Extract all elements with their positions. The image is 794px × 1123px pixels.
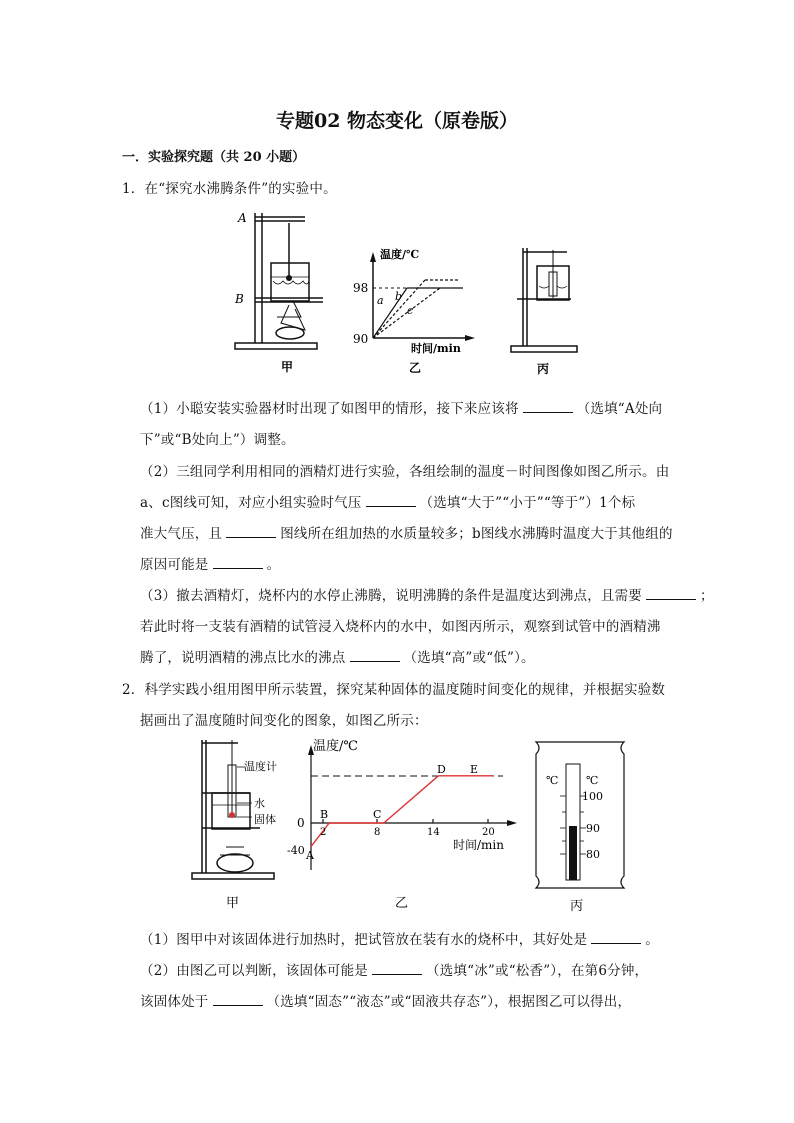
q1-part2-text4: 原因可能是 (140, 557, 209, 573)
q2-part2-text1: （2）由图乙可以判断，该固体可能是 (140, 963, 368, 979)
q2-part1-blank[interactable] (591, 931, 641, 944)
scale-80: 80 (586, 848, 600, 861)
point-c: C (373, 808, 382, 821)
point-d: D (437, 763, 446, 776)
series-c-label: c (407, 304, 414, 317)
scale-unit-left: ℃ (546, 774, 559, 787)
q1-part3-tail1: ； (700, 588, 714, 604)
q2-stem-line2: 据画出了温度随时间变化的图象，如图乙所示： (140, 713, 428, 729)
q2-tick-0: 0 (297, 816, 305, 830)
q2-part2-blank1[interactable] (372, 962, 422, 975)
q2-tick-x20: 20 (482, 827, 495, 838)
label-thermometer: 温度计 (244, 760, 277, 773)
scale-100: 100 (582, 790, 603, 803)
q2-part1-text: （1）图甲中对该固体进行加热时，把试管放在装有水的烧杯中，其好处是 (140, 932, 588, 948)
q2-caption-yi: 乙 (395, 896, 409, 911)
q1-part2-line2 (140, 491, 635, 511)
label-water: 水 (254, 797, 265, 810)
q1-y90: 90 (353, 332, 369, 346)
q2-fig-bing (530, 738, 630, 915)
q1-part2-line3 (140, 522, 673, 542)
q1-fig-bing (505, 240, 585, 375)
q1-part3-line3 (140, 646, 535, 666)
q1-part2-line4 (140, 553, 280, 573)
q1-part2-blank2[interactable] (226, 525, 276, 538)
caption-jia: 甲 (281, 360, 294, 374)
caption-bing: 丙 (537, 362, 550, 375)
q1-part3-line2: 若此时将一支装有酒精的试管浸入烧杯内的水中，如图丙所示，观察到试管中的酒精沸 (140, 619, 661, 635)
q1-part3-text1: （3）撤去酒精灯，烧杯内的水停止沸腾，说明沸腾的条件是温度达到沸点，且需要 (140, 588, 642, 604)
point-a: A (306, 849, 314, 862)
q1-y98: 98 (353, 281, 369, 295)
q1-part1-line1 (140, 397, 662, 417)
q1-part1-tail: （选填“A处向 (576, 401, 663, 417)
q2-part2-blank2[interactable] (213, 993, 263, 1006)
q1-part2-line1: （2）三组同学利用相同的酒精灯进行实验，各组绘制的温度－时间图像如图乙所示。由 (140, 464, 670, 480)
series-b-label: b (395, 290, 403, 303)
point-b-label: B (235, 292, 244, 306)
q1-part1-text: （1）小聪安装实验器材时出现了如图甲的情形，接下来应该将 (140, 401, 519, 417)
q2-part1-tail: 。 (645, 932, 659, 948)
q1-part2-blank1[interactable] (366, 494, 416, 507)
q2-fig-jia (190, 735, 290, 915)
point-a-label: A (238, 211, 247, 225)
q2-stem-line1: 2．科学实践小组用图甲所示装置，探究某种固体的温度随时间变化的规律，并根据实验数 (122, 682, 666, 698)
section-heading: 一．实验探究题（共 20 小题） (122, 150, 306, 165)
q2-ylabel: 温度/℃ (313, 739, 358, 754)
point-b: B (320, 808, 329, 821)
page-title: 专题02 物态变化（原卷版） (275, 110, 519, 132)
q1-part1-line2: 下”或“B处向上”）调整。 (140, 432, 295, 448)
q2-tick-x14: 14 (427, 827, 440, 838)
q1-xlabel: 时间/min (411, 342, 461, 355)
series-b-line (373, 280, 425, 338)
q1-part2-tail2: （选填“大于”“小于”“等于”）1个标 (419, 495, 636, 511)
caption-yi: 乙 (409, 361, 422, 375)
q1-part2-tail3: 图线所在组加热的水质量较多；b图线水沸腾时温度大于其他组的 (280, 526, 673, 542)
q1-part3-tail3: （选填“高”或“低”）。 (403, 650, 535, 666)
q1-fig-jia (225, 205, 325, 375)
q1-ylabel: 温度/℃ (380, 248, 420, 261)
q1-part3-text3: 腾了，说明酒精的沸点比水的沸点 (140, 650, 346, 666)
q2-tick-x2: 2 (320, 827, 327, 838)
q2-part1-line1 (140, 928, 659, 948)
q1-part3-blank2[interactable] (350, 649, 400, 662)
q2-chart-yi (285, 735, 520, 915)
q1-part2-text3: 准大气压，且 (140, 526, 223, 542)
q1-part3-blank1[interactable] (646, 587, 696, 600)
q2-tick-m40: -40 (287, 844, 305, 857)
q2-part2-text2: 该固体处于 (140, 994, 209, 1010)
q2-part2-line1 (140, 959, 648, 979)
q1-part2-tail4: 。 (266, 557, 281, 573)
point-e: E (470, 763, 479, 776)
scale-unit-right: ℃ (586, 774, 599, 787)
q2-tick-x8: 8 (374, 827, 381, 838)
q2-segment-CD (384, 776, 439, 823)
q2-part2-line2 (140, 990, 631, 1010)
label-solid: 固体 (254, 813, 276, 826)
q1-chart-yi (345, 240, 485, 375)
q2-part2-tail2: （选填“固态”“液态”或“固液共存态”），根据图乙可以得出， (266, 994, 632, 1010)
q2-caption-jia: 甲 (226, 896, 240, 911)
q2-caption-bing: 丙 (570, 899, 584, 914)
q2-xlabel: 时间/min (453, 838, 504, 852)
q1-part2-blank3[interactable] (213, 556, 263, 569)
scale-90: 90 (586, 822, 600, 835)
q1-part2-text2: a、c图线可知，对应小组实验时气压 (140, 495, 362, 511)
series-a-label: a (377, 294, 384, 307)
q2-part2-tail1: （选填“冰”或“松香”），在第6分钟， (426, 963, 649, 979)
q1-stem: 1．在“探究水沸腾条件”的实验中。 (122, 181, 337, 197)
q1-part3-line1 (140, 584, 714, 604)
q1-part1-blank[interactable] (523, 400, 573, 413)
